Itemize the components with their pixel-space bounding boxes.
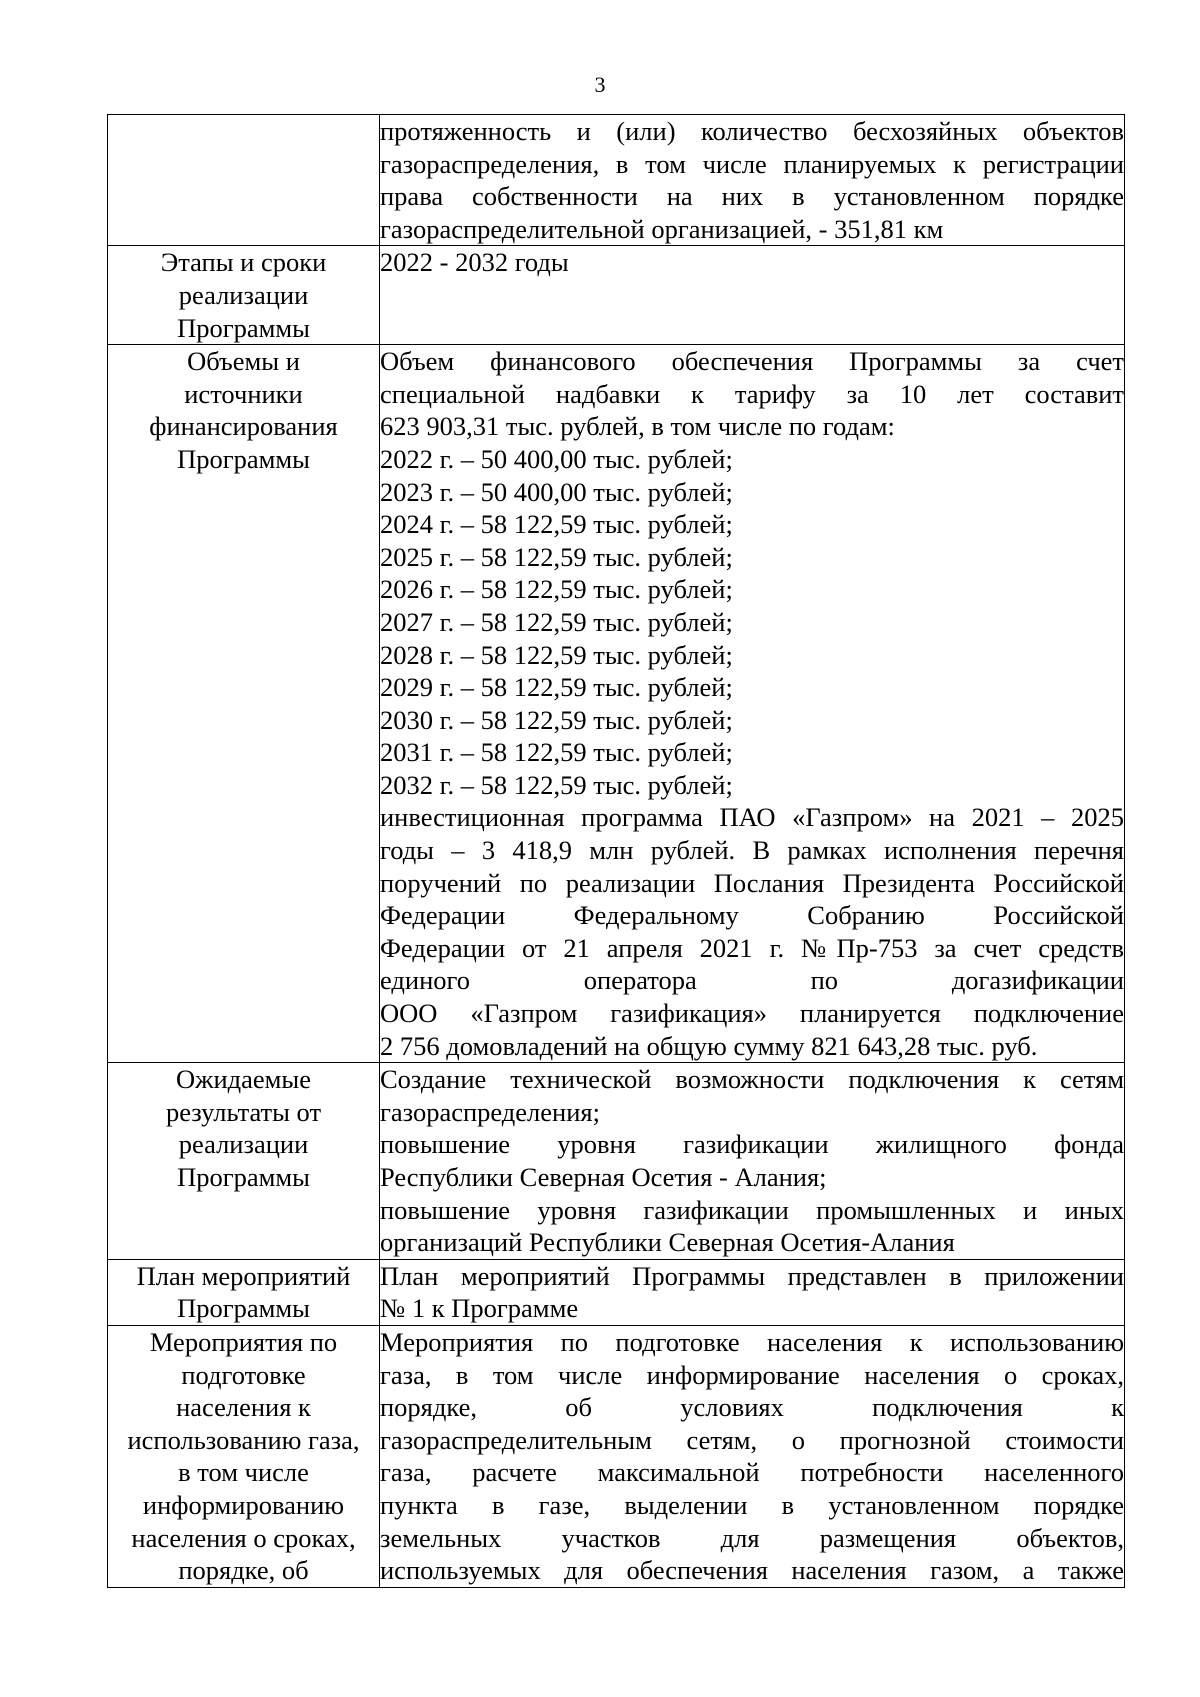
value-line: Объем финансового обеспечения Программы за счет <box>380 346 1124 377</box>
label-expected-results <box>108 1063 380 1260</box>
value-line: газораспределения, в том числе планируемых к регистрации <box>380 148 1124 179</box>
value-line: газораспределения; <box>380 1096 600 1127</box>
label-action-plan <box>108 1259 380 1325</box>
value-line: 2030 г. – 58 122,59 тыс. рублей; <box>380 704 733 735</box>
value-line: 2029 г. – 58 122,59 тыс. рублей; <box>380 672 733 703</box>
value-word: земельных <box>380 1522 502 1553</box>
table-row <box>108 246 1125 345</box>
value-word: для <box>720 1522 760 1553</box>
value-word: единого <box>380 965 470 996</box>
label-line: финансирования <box>149 411 338 442</box>
value-line: газа, в том числе информирование населения о сроках, <box>380 1359 1124 1390</box>
value-line <box>380 899 1124 932</box>
value-word: Российской <box>993 900 1124 931</box>
value-line: 2031 г. – 58 122,59 тыс. рублей; <box>380 737 733 768</box>
value-line: 2 756 домовладений на общую сумму 821 643,28 тыс. руб. <box>380 1030 1038 1061</box>
value-population-preparation <box>380 1325 1125 1587</box>
label-line: информированию <box>142 1489 345 1520</box>
value-line: поручений по реализации Послания Президента Российской <box>380 867 1124 898</box>
label-line: источники <box>184 378 303 409</box>
value-word: участков <box>561 1522 661 1553</box>
value-line: План мероприятий Программы представлен в приложении <box>380 1260 1124 1291</box>
value-line: 623 903,31 тыс. рублей, в том числе по годам: <box>380 411 895 442</box>
value-word: подключения <box>872 1392 1023 1423</box>
value-line: газа, расчете максимальной потребности населенного <box>380 1457 1124 1488</box>
program-passport-table <box>107 114 1125 1588</box>
value-action-plan <box>380 1259 1125 1325</box>
value-expected-results <box>380 1063 1125 1260</box>
label-line: реализации <box>178 1129 309 1160</box>
table-row <box>108 1325 1125 1587</box>
value-line: 2025 г. – 58 122,59 тыс. рублей; <box>380 541 733 572</box>
value-line: годы – 3 418,9 млн рублей. В рамках исполнения перечня <box>380 835 1124 866</box>
label-line: населения к <box>176 1392 311 1423</box>
value-word: Собранию <box>807 900 925 931</box>
label-line: Этапы и сроки <box>160 247 327 278</box>
value-line: Республики Северная Осетия - Алания; <box>380 1162 827 1192</box>
value-line: 2024 г. – 58 122,59 тыс. рублей; <box>380 509 733 540</box>
label-line: порядке, об <box>178 1555 309 1586</box>
label-line: Программы <box>177 312 310 343</box>
value-line: № 1 к Программе <box>380 1293 579 1324</box>
table-row <box>108 115 1125 246</box>
value-line: используемых для обеспечения населения газом, а также <box>380 1555 1124 1586</box>
value-line: повышение уровня газификации жилищного фонда <box>380 1129 1124 1160</box>
value-word: по <box>810 965 839 996</box>
value-word: оператора <box>583 965 697 996</box>
value-line: 2032 г. – 58 122,59 тыс. рублей; <box>380 769 733 800</box>
value-line: пункта в газе, выделении в установленном порядке <box>380 1489 1124 1520</box>
value-word: об <box>565 1392 592 1423</box>
value-line: 2028 г. – 58 122,59 тыс. рублей; <box>380 639 733 670</box>
value-line: Мероприятия по подготовке населения к использованию <box>380 1326 1124 1357</box>
value-line: газораспределительной организацией, - 351,81 км <box>380 213 944 244</box>
label-line: реализации <box>178 279 309 310</box>
value-line: инвестиционная программа ПАО «Газпром» на 2021 – 2025 <box>380 802 1124 833</box>
value-line: газораспределительным сетям, о прогнозной стоимости <box>380 1424 1124 1455</box>
label-line: Программы <box>177 443 310 474</box>
label-line: подготовке <box>181 1359 306 1390</box>
label-stages-and-terms <box>108 246 380 345</box>
label-line: результаты от <box>165 1096 322 1127</box>
value-word: догазификации <box>951 965 1124 996</box>
value-line: специальной надбавки к тарифу за 10 лет составит <box>380 378 1124 409</box>
label-line: в том числе <box>178 1457 309 1488</box>
value-word: размещения <box>819 1522 957 1553</box>
value-line: протяженность и (или) количество бесхозяйных объектов <box>380 116 1124 146</box>
table-row <box>108 1259 1125 1325</box>
value-word: порядке, <box>380 1392 477 1423</box>
value-line: Создание технической возможности подключения к сетям <box>380 1064 1124 1095</box>
value-line: 2022 - 2032 годы <box>380 247 569 278</box>
value-stages-and-terms <box>380 246 1125 345</box>
value-line: ООО «Газпром газификация» планируется подключение <box>380 998 1124 1029</box>
value-line: 2022 г. – 50 400,00 тыс. рублей; <box>380 443 733 474</box>
value-line: организаций Республики Северная Осетия-Алания <box>380 1227 955 1258</box>
value-line: 2026 г. – 58 122,59 тыс. рублей; <box>380 574 733 605</box>
label-line: Мероприятия по <box>149 1326 338 1357</box>
value-word: условиях <box>680 1392 784 1423</box>
page-number: 3 <box>594 72 606 97</box>
label-line: План мероприятий <box>136 1260 351 1291</box>
value-line: Федерации от 21 апреля 2021 г. №Пр-753 за счет средств <box>380 932 1124 963</box>
label-cell <box>108 115 380 246</box>
value-word: Федерации <box>380 900 506 931</box>
value-line: 2027 г. – 58 122,59 тыс. рублей; <box>380 606 733 637</box>
label-line: населения о сроках, <box>131 1522 356 1553</box>
value-line: права собственности на них в установленном порядке <box>380 181 1124 212</box>
value-funding-volumes <box>380 345 1125 1063</box>
label-line: Программы <box>177 1162 310 1192</box>
value-word: Федеральному <box>573 900 739 931</box>
value-word: объектов, <box>1016 1522 1124 1553</box>
label-population-preparation <box>108 1325 380 1587</box>
label-line: Программы <box>177 1293 310 1324</box>
label-funding-volumes <box>108 345 380 1063</box>
value-line <box>380 1522 1124 1555</box>
value-line <box>380 964 1124 997</box>
value-line: повышение уровня газификации промышленных и иных <box>380 1194 1124 1225</box>
value-line: 2023 г. – 50 400,00 тыс. рублей; <box>380 476 733 507</box>
label-line: Ожидаемые <box>176 1064 311 1095</box>
value-ownerless-objects <box>380 115 1125 246</box>
label-line: использованию газа, <box>127 1424 360 1455</box>
table-row <box>108 345 1125 1063</box>
label-line: Объемы и <box>187 346 300 377</box>
value-line <box>380 1391 1124 1424</box>
value-word: к <box>1111 1392 1124 1423</box>
table-row <box>108 1063 1125 1260</box>
